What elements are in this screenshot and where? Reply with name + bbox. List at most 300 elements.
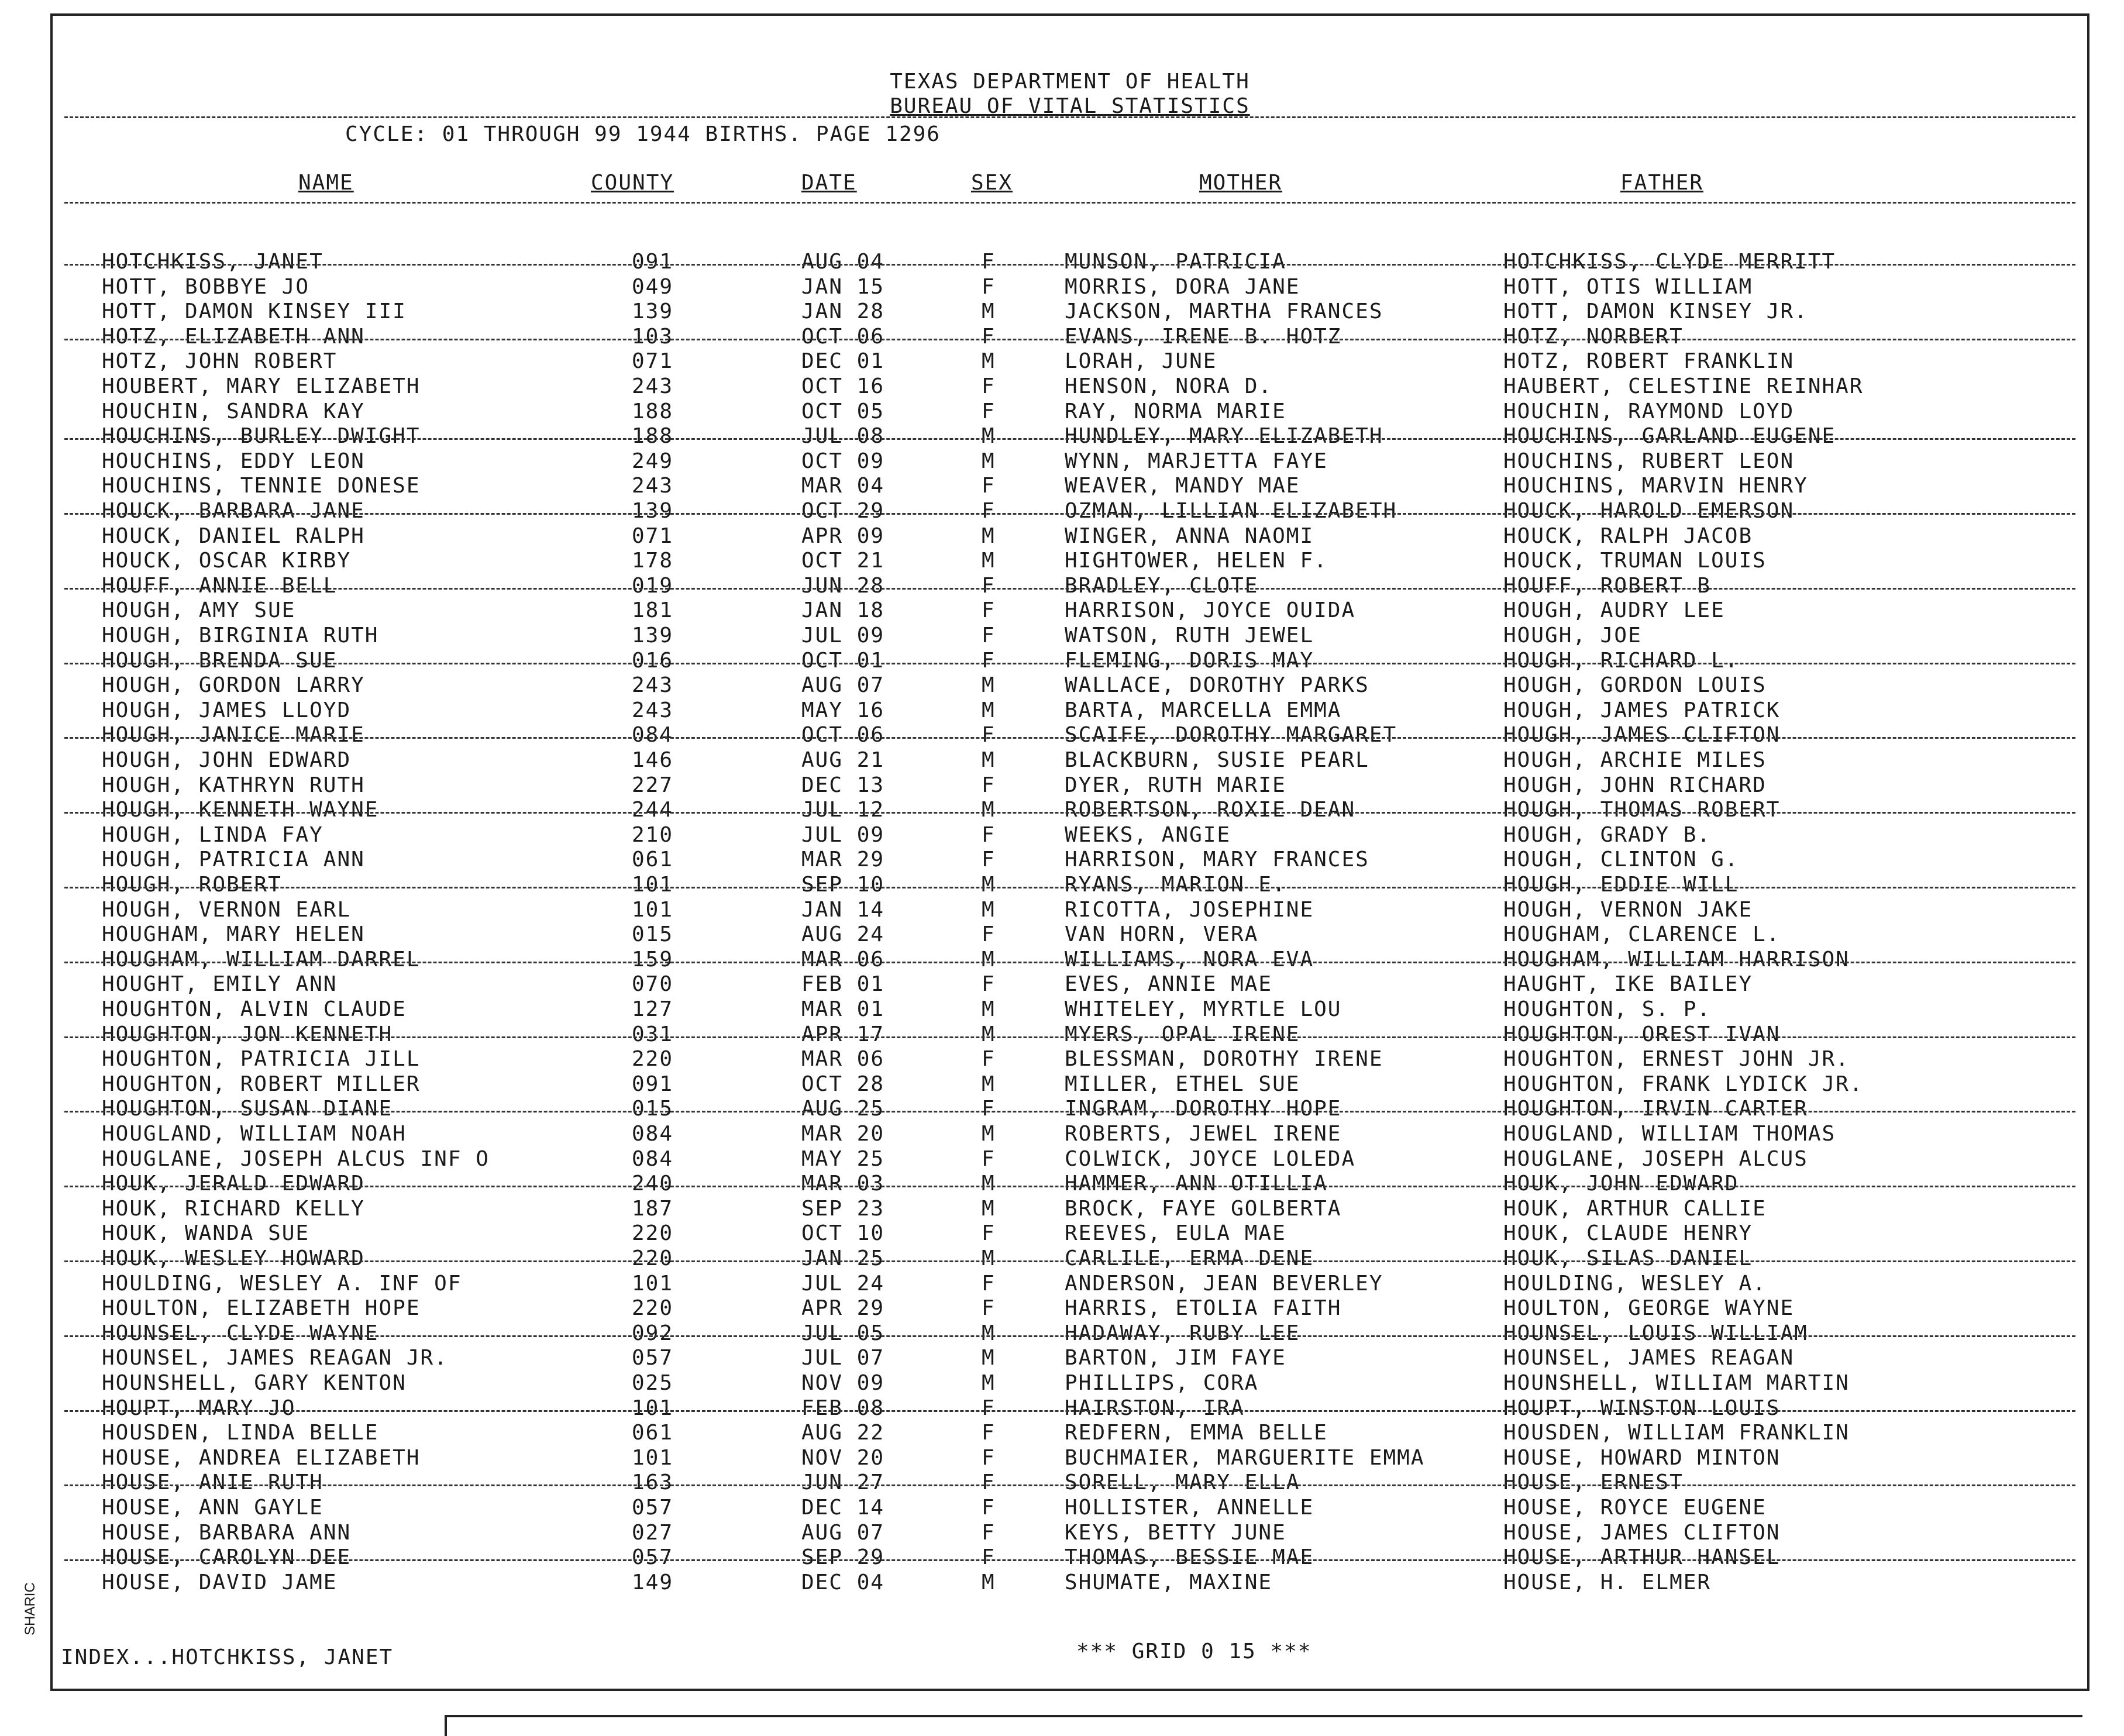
cell-county: 244: [632, 798, 674, 822]
cell-sex: M: [982, 1346, 996, 1370]
cell-sex: F: [982, 250, 996, 274]
cell-name: HOUGLANE, JOSEPH ALCUS INF O: [102, 1146, 490, 1171]
cell-county: 071: [632, 523, 674, 548]
table-row: [53, 997, 2087, 1022]
cell-father: HOUK, ARTHUR CALLIE: [1503, 1196, 1767, 1221]
cell-name: HOTZ, JOHN ROBERT: [102, 349, 338, 374]
cell-name: HOUGHTON, ALVIN CLAUDE: [102, 997, 407, 1021]
cell-sex: M: [982, 1246, 996, 1270]
cell-name: HOUGH, JANICE MARIE: [102, 723, 365, 748]
cell-name: HOUGH, JAMES LLOYD: [102, 698, 352, 722]
cell-mother: MYERS, OPAL IRENE: [1065, 1022, 1300, 1046]
table-row: [53, 1446, 2087, 1470]
cell-father: HOUSE, ARTHUR HANSEL: [1503, 1545, 1781, 1570]
cell-sex: M: [982, 748, 996, 772]
cell-county: 127: [632, 997, 674, 1021]
cell-county: 057: [632, 1545, 674, 1570]
cell-name: HOUSDEN, LINDA BELLE: [102, 1421, 379, 1445]
cell-sex: F: [982, 822, 996, 847]
cell-date: AUG 21: [801, 748, 885, 772]
cell-mother: BLESSMAN, DOROTHY IRENE: [1065, 1047, 1383, 1072]
table-row: [53, 1197, 2087, 1221]
cell-mother: WINGER, ANNA NAOMI: [1065, 523, 1314, 548]
cell-date: MAR 03: [801, 1172, 885, 1196]
table-row: [53, 1470, 2087, 1495]
cell-father: HOUGH, JOHN RICHARD: [1503, 773, 1767, 797]
cell-date: OCT 21: [801, 549, 885, 573]
cell-sex: F: [982, 1445, 996, 1470]
cell-date: AUG 07: [801, 673, 885, 698]
cell-date: OCT 01: [801, 648, 885, 673]
cell-mother: OZMAN, LILLIAN ELIZABETH: [1065, 499, 1397, 523]
cell-date: SEP 10: [801, 873, 885, 897]
cell-county: 243: [632, 673, 674, 698]
cell-father: HOUGLANE, JOSEPH ALCUS: [1503, 1146, 1808, 1171]
cell-mother: HUNDLEY, MARY ELIZABETH: [1065, 424, 1383, 449]
cell-date: JUL 24: [801, 1271, 885, 1296]
cell-sex: F: [982, 1047, 996, 1072]
cell-county: 249: [632, 449, 674, 473]
cell-mother: RAY, NORMA MARIE: [1065, 399, 1286, 423]
column-header-sex: SEX: [971, 171, 1013, 195]
cell-mother: DYER, RUTH MARIE: [1065, 773, 1286, 797]
grid-label: *** GRID 0 15 ***: [1076, 1639, 1312, 1663]
cell-father: HOUNSEL, LOUIS WILLIAM: [1503, 1321, 1808, 1345]
cell-date: MAR 06: [801, 947, 885, 972]
cell-date: MAR 29: [801, 848, 885, 872]
cell-father: HOUGHTON, FRANK LYDICK JR.: [1503, 1072, 1864, 1096]
table-row: [53, 1321, 2087, 1346]
cell-mother: PHILLIPS, CORA: [1065, 1371, 1259, 1395]
cell-mother: MORRIS, DORA JANE: [1065, 274, 1300, 299]
table-row: [53, 948, 2087, 972]
cell-date: OCT 05: [801, 399, 885, 423]
cell-date: DEC 01: [801, 349, 885, 374]
column-headers: [53, 171, 2087, 206]
column-header-county: COUNTY: [591, 171, 674, 195]
table-row: [53, 649, 2087, 673]
cell-mother: REEVES, EULA MAE: [1065, 1221, 1286, 1246]
cell-mother: ANDERSON, JEAN BEVERLEY: [1065, 1271, 1383, 1296]
cell-county: 227: [632, 773, 674, 797]
cell-date: MAY 16: [801, 698, 885, 722]
cell-name: HOUK, RICHARD KELLY: [102, 1196, 365, 1221]
cell-sex: M: [982, 897, 996, 922]
cell-mother: SORELL, MARY ELLA: [1065, 1470, 1300, 1495]
cell-sex: F: [982, 1496, 996, 1520]
column-header-divider: [64, 202, 2075, 204]
cell-name: HOUGH, BRENDA SUE: [102, 648, 338, 673]
cell-mother: LORAH, JUNE: [1065, 349, 1217, 374]
cell-name: HOUGH, BIRGINIA RUTH: [102, 624, 379, 647]
cell-father: HOTZ, ROBERT FRANKLIN: [1503, 349, 1795, 374]
cell-county: 243: [632, 374, 674, 398]
cell-mother: JACKSON, MARTHA FRANCES: [1065, 299, 1383, 324]
column-header-father: FATHER: [1620, 171, 1704, 195]
cell-date: JAN 25: [801, 1246, 885, 1270]
cell-county: 159: [632, 947, 674, 972]
page-footer: [53, 1630, 2087, 1677]
cell-date: MAR 04: [801, 474, 885, 498]
cell-sex: M: [982, 1022, 996, 1046]
table-row: [53, 748, 2087, 773]
cell-name: HOUCK, OSCAR KIRBY: [102, 549, 352, 573]
cell-mother: HARRISON, JOYCE OUIDA: [1065, 598, 1356, 623]
cell-mother: HOLLISTER, ANNELLE: [1065, 1496, 1314, 1520]
cell-name: HOTT, BOBBYE JO: [102, 274, 310, 299]
cell-mother: WHITELEY, MYRTLE LOU: [1065, 997, 1342, 1021]
cell-name: HOUGH, KENNETH WAYNE: [102, 798, 379, 822]
table-row: [53, 673, 2087, 698]
cell-sex: F: [982, 648, 996, 673]
cell-father: HOUK, JOHN EDWARD: [1503, 1172, 1739, 1196]
table-row: [53, 1346, 2087, 1370]
cell-county: 210: [632, 822, 674, 847]
cell-county: 057: [632, 1346, 674, 1370]
cell-date: NOV 20: [801, 1445, 885, 1470]
cell-mother: BUCHMAIER, MARGUERITE EMMA: [1065, 1445, 1425, 1470]
table-row: [53, 1022, 2087, 1047]
cell-date: APR 09: [801, 523, 885, 548]
cell-sex: F: [982, 1221, 996, 1246]
cell-sex: M: [982, 1321, 996, 1345]
cell-mother: HAIRSTON, IRA: [1065, 1396, 1245, 1420]
cell-county: 163: [632, 1470, 674, 1495]
cell-date: JAN 14: [801, 897, 885, 922]
table-row: [53, 1246, 2087, 1271]
header-divider: [64, 116, 2075, 118]
cell-county: 061: [632, 1421, 674, 1445]
cell-father: HOUGH, VERNON JAKE: [1503, 897, 1753, 922]
cell-father: HOUGH, ARCHIE MILES: [1503, 748, 1767, 772]
cell-sex: M: [982, 299, 996, 324]
cell-name: HOUSE, CAROLYN DEE: [102, 1545, 352, 1570]
cell-name: HOULDING, WESLEY A. INF OF: [102, 1271, 462, 1296]
table-row: [53, 449, 2087, 474]
table-row: [53, 1072, 2087, 1097]
cell-father: HOUSE, H. ELMER: [1503, 1570, 1712, 1594]
cell-county: 146: [632, 748, 674, 772]
cell-date: JUN 27: [801, 1470, 885, 1495]
cell-father: HOUGH, RICHARD L.: [1503, 648, 1739, 673]
cell-county: 220: [632, 1221, 674, 1246]
cell-father: HOUGHTON, OREST IVAN: [1503, 1022, 1781, 1046]
cell-mother: REDFERN, EMMA BELLE: [1065, 1421, 1328, 1445]
cell-date: MAR 06: [801, 1047, 885, 1072]
cell-name: HOUGH, KATHRYN RUTH: [102, 773, 365, 797]
cell-date: OCT 09: [801, 449, 885, 473]
cell-county: 071: [632, 349, 674, 374]
cell-mother: HENSON, NORA D.: [1065, 374, 1273, 398]
table-row: [53, 1047, 2087, 1072]
index-label: INDEX...HOTCHKISS, JANET: [61, 1645, 394, 1669]
cell-name: HOUK, JERALD EDWARD: [102, 1172, 365, 1196]
table-row: [53, 1496, 2087, 1520]
cell-father: HOUGLAND, WILLIAM THOMAS: [1503, 1122, 1836, 1146]
cell-county: 061: [632, 848, 674, 872]
table-row: [53, 1097, 2087, 1121]
cell-father: HOUGH, THOMAS ROBERT: [1503, 798, 1781, 822]
cell-county: 101: [632, 1445, 674, 1470]
cell-name: HOUNSHELL, GARY KENTON: [102, 1371, 407, 1395]
cell-county: 070: [632, 972, 674, 997]
table-row: [53, 325, 2087, 349]
table-row: [53, 374, 2087, 399]
cell-sex: F: [982, 598, 996, 623]
cell-mother: BROCK, FAYE GOLBERTA: [1065, 1196, 1342, 1221]
cell-father: HOTT, DAMON KINSEY JR.: [1503, 299, 1808, 324]
cell-county: 243: [632, 698, 674, 722]
cell-county: 139: [632, 299, 674, 324]
cell-name: HOUGLAND, WILLIAM NOAH: [102, 1122, 407, 1146]
cell-county: 181: [632, 598, 674, 623]
cell-county: 243: [632, 474, 674, 498]
cell-sex: F: [982, 274, 996, 299]
cell-date: DEC 04: [801, 1570, 885, 1594]
cell-name: HOUGH, VERNON EARL: [102, 897, 352, 922]
cell-name: HOUNSEL, JAMES REAGAN JR.: [102, 1346, 448, 1370]
cell-sex: F: [982, 573, 996, 598]
cell-date: FEB 08: [801, 1396, 885, 1420]
cell-father: HOUSE, ERNEST: [1503, 1470, 1684, 1495]
cell-date: JAN 18: [801, 598, 885, 623]
cell-date: MAR 20: [801, 1122, 885, 1146]
cell-date: DEC 13: [801, 773, 885, 797]
table-row: [53, 1221, 2087, 1246]
column-header-name: NAME: [298, 171, 354, 195]
cell-mother: BLACKBURN, SUSIE PEARL: [1065, 748, 1369, 772]
cell-name: HOUCHINS, EDDY LEON: [102, 449, 365, 473]
table-row: [53, 574, 2087, 598]
table-row: [53, 1396, 2087, 1421]
cell-mother: HARRISON, MARY FRANCES: [1065, 848, 1369, 872]
table-row: [53, 723, 2087, 748]
cell-sex: M: [982, 947, 996, 972]
cell-sex: M: [982, 1122, 996, 1146]
cell-name: HOUK, WESLEY HOWARD: [102, 1246, 365, 1270]
cell-name: HOUGH, GORDON LARRY: [102, 673, 365, 698]
cell-sex: M: [982, 997, 996, 1021]
cell-sex: F: [982, 1396, 996, 1420]
cell-name: HOUCHINS, TENNIE DONESE: [102, 474, 421, 498]
cell-county: 187: [632, 1196, 674, 1221]
cell-father: HOUCHINS, GARLAND EUGENE: [1503, 424, 1836, 449]
table-row: [53, 1172, 2087, 1196]
cell-name: HOUGHTON, ROBERT MILLER: [102, 1072, 421, 1096]
cell-name: HOUSE, BARBARA ANN: [102, 1520, 352, 1545]
cell-date: JUL 08: [801, 424, 885, 449]
cell-date: AUG 25: [801, 1097, 885, 1121]
cell-father: HOUGH, GORDON LOUIS: [1503, 673, 1767, 698]
cell-father: HOUSE, ROYCE EUGENE: [1503, 1496, 1767, 1520]
cell-name: HOUGH, AMY SUE: [102, 598, 296, 623]
cell-sex: F: [982, 773, 996, 797]
cell-sex: M: [982, 1196, 996, 1221]
cell-mother: HIGHTOWER, HELEN F.: [1065, 549, 1328, 573]
cell-date: DEC 14: [801, 1496, 885, 1520]
cell-father: HOUGHAM, WILLIAM HARRISON: [1503, 947, 1850, 972]
cell-name: HOUGHAM, MARY HELEN: [102, 922, 365, 947]
cell-county: 091: [632, 250, 674, 274]
cell-sex: F: [982, 1545, 996, 1570]
cell-date: JAN 28: [801, 299, 885, 324]
cell-date: JUL 07: [801, 1346, 885, 1370]
cell-date: AUG 04: [801, 250, 885, 274]
cell-name: HOUSE, ANIE RUTH: [102, 1470, 323, 1495]
cell-sex: M: [982, 698, 996, 722]
cell-sex: M: [982, 1570, 996, 1594]
cell-sex: M: [982, 1172, 996, 1196]
cell-father: HOUK, SILAS DANIEL: [1503, 1246, 1753, 1270]
cell-mother: HADAWAY, RUBY LEE: [1065, 1321, 1300, 1345]
table-row: [53, 798, 2087, 822]
department-title: TEXAS DEPARTMENT OF HEALTH: [890, 70, 1250, 94]
cell-name: HOTZ, ELIZABETH ANN: [102, 324, 365, 349]
cell-father: HOUSE, HOWARD MINTON: [1503, 1445, 1781, 1470]
cell-mother: ROBERTS, JEWEL IRENE: [1065, 1122, 1342, 1146]
cell-sex: F: [982, 474, 996, 498]
cell-father: HOUGH, JAMES PATRICK: [1503, 698, 1781, 722]
cell-county: 084: [632, 723, 674, 748]
table-row: [53, 1272, 2087, 1296]
column-header-mother: MOTHER: [1199, 171, 1283, 195]
cell-father: HOUFF, ROBERT B: [1503, 573, 1712, 598]
cell-sex: M: [982, 549, 996, 573]
cell-father: HOUGH, AUDRY LEE: [1503, 598, 1725, 623]
cell-mother: MUNSON, PATRICIA: [1065, 250, 1286, 274]
cell-county: 057: [632, 1496, 674, 1520]
cell-county: 092: [632, 1321, 674, 1345]
cell-sex: F: [982, 1271, 996, 1296]
cell-county: 016: [632, 648, 674, 673]
cell-sex: M: [982, 673, 996, 698]
cell-county: 220: [632, 1047, 674, 1072]
cell-date: OCT 16: [801, 374, 885, 398]
cell-county: 027: [632, 1520, 674, 1545]
cell-father: HOUGH, JOE: [1503, 624, 1642, 647]
cell-sex: F: [982, 374, 996, 398]
table-row: [53, 773, 2087, 798]
cell-father: HOUSE, JAMES CLIFTON: [1503, 1520, 1781, 1545]
cell-county: 084: [632, 1146, 674, 1171]
cell-sex: F: [982, 922, 996, 947]
cell-mother: BARTON, JIM FAYE: [1065, 1346, 1286, 1370]
cell-sex: F: [982, 1146, 996, 1171]
cell-sex: M: [982, 873, 996, 897]
cell-sex: F: [982, 1097, 996, 1121]
cell-father: HOTZ, NORBERT: [1503, 324, 1684, 349]
cell-sex: M: [982, 449, 996, 473]
cell-date: JUN 28: [801, 573, 885, 598]
cell-county: 220: [632, 1296, 674, 1321]
cell-mother: WEEKS, ANGIE: [1065, 822, 1231, 847]
cell-name: HOUPT, MARY JO: [102, 1396, 296, 1420]
cell-mother: SHUMATE, MAXINE: [1065, 1570, 1273, 1594]
cell-county: 188: [632, 399, 674, 423]
cell-father: HOUGHTON, IRVIN CARTER: [1503, 1097, 1808, 1121]
cell-sex: M: [982, 798, 996, 822]
cell-county: 084: [632, 1122, 674, 1146]
table-row: [53, 1421, 2087, 1445]
cell-mother: EVANS, IRENE B. HOTZ: [1065, 324, 1342, 349]
cell-father: HOUNSHELL, WILLIAM MARTIN: [1503, 1371, 1850, 1395]
cell-name: HOUK, WANDA SUE: [102, 1221, 310, 1246]
table-row: [53, 1545, 2087, 1570]
cell-date: OCT 29: [801, 499, 885, 523]
cell-mother: BRADLEY, CLOTE: [1065, 573, 1259, 598]
cell-mother: WALLACE, DOROTHY PARKS: [1065, 673, 1369, 698]
table-row: [53, 848, 2087, 872]
cell-father: HOUGHTON, ERNEST JOHN JR.: [1503, 1047, 1850, 1072]
cell-county: 015: [632, 922, 674, 947]
cell-name: HOUGHAM, WILLIAM DARREL: [102, 947, 421, 972]
table-row: [53, 598, 2087, 623]
cell-county: 139: [632, 624, 674, 647]
cell-mother: VAN HORN, VERA: [1065, 922, 1259, 947]
cell-name: HOULTON, ELIZABETH HOPE: [102, 1296, 421, 1321]
cell-date: APR 17: [801, 1022, 885, 1046]
cell-father: HAUBERT, CELESTINE REINHAR: [1503, 374, 1864, 398]
cell-name: HOUGHTON, PATRICIA JILL: [102, 1047, 421, 1072]
cell-county: 101: [632, 873, 674, 897]
cell-date: AUG 07: [801, 1520, 885, 1545]
table-row: [53, 922, 2087, 947]
cell-date: JUL 12: [801, 798, 885, 822]
table-row: [53, 424, 2087, 449]
cell-mother: WYNN, MARJETTA FAYE: [1065, 449, 1328, 473]
table-row: [53, 1570, 2087, 1595]
cell-county: 101: [632, 897, 674, 922]
cell-date: APR 29: [801, 1296, 885, 1321]
cell-mother: CARLILE, ERMA DENE: [1065, 1246, 1314, 1270]
cell-county: 019: [632, 573, 674, 598]
cell-name: HOUSE, DAVID JAME: [102, 1570, 338, 1594]
cell-mother: WATSON, RUTH JEWEL: [1065, 624, 1314, 647]
cell-father: HOUCHINS, RUBERT LEON: [1503, 449, 1795, 473]
cell-county: 101: [632, 1271, 674, 1296]
cell-father: HOULDING, WESLEY A.: [1503, 1271, 1767, 1296]
cell-date: JUL 09: [801, 822, 885, 847]
cycle-line: CYCLE: 01 THROUGH 99 1944 BIRTHS. PAGE 1296: [345, 122, 941, 146]
cell-sex: F: [982, 723, 996, 748]
cell-name: HOUFF, ANNIE BELL: [102, 573, 338, 598]
cell-date: AUG 22: [801, 1421, 885, 1445]
cell-mother: HARRIS, ETOLIA FAITH: [1065, 1296, 1342, 1321]
bureau-title: BUREAU OF VITAL STATISTICS: [890, 94, 1250, 118]
cell-father: HOUGHTON, S. P.: [1503, 997, 1712, 1021]
cell-sex: F: [982, 1520, 996, 1545]
cell-county: 149: [632, 1570, 674, 1594]
table-row: [53, 1296, 2087, 1321]
cell-county: 220: [632, 1246, 674, 1270]
cell-county: 178: [632, 549, 674, 573]
cell-father: HOTT, OTIS WILLIAM: [1503, 274, 1753, 299]
cell-name: HOUCHIN, SANDRA KAY: [102, 399, 365, 423]
cell-father: HOUCK, HAROLD EMERSON: [1503, 499, 1795, 523]
cell-date: JUL 05: [801, 1321, 885, 1345]
cell-county: 049: [632, 274, 674, 299]
cell-name: HOUGH, ROBERT: [102, 873, 282, 897]
cell-name: HOUGH, PATRICIA ANN: [102, 848, 365, 872]
table-row: [53, 524, 2087, 549]
cell-sex: F: [982, 324, 996, 349]
cell-name: HOUGHTON, JON KENNETH: [102, 1022, 393, 1046]
cell-name: HOUCK, DANIEL RALPH: [102, 523, 365, 548]
cell-date: SEP 23: [801, 1196, 885, 1221]
cell-father: HOULTON, GEORGE WAYNE: [1503, 1296, 1795, 1321]
cell-name: HOUBERT, MARY ELIZABETH: [102, 374, 421, 398]
cell-father: HOUGH, GRADY B.: [1503, 822, 1712, 847]
